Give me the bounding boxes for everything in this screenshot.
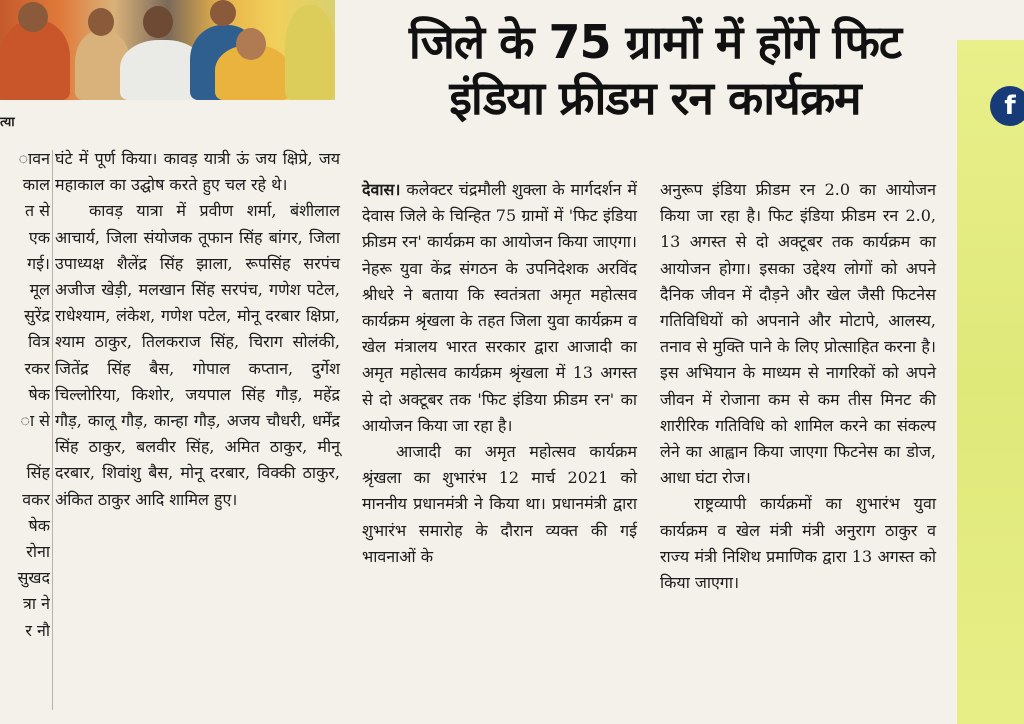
left-edge-fragment: त्रा ने [23, 594, 50, 614]
article-column-b [362, 177, 637, 570]
column-a-paragraph-2: कावड़ यात्रा में प्रवीण शर्मा, बंशीलाल आचार्य, जिला संयोजक तूफान सिंह बांगर, जिला उपाध्यक्ष शैलेंद्र सिंह झाला, रूपसिंह सरपंच अजीज खेड़ी, मलखान सिंह सरपंच, गणेश पटेल, राधेश्याम, लंकेश, गणेश पटेल, मोनू दरबार क्षिप्रा, श्याम ठाकुर, तिलकराज सिंह, चिराग सोलंकी, जितेंद्र सिंह बैस, गोपाल कप्तान, दुर्गेश चिल्लोरिया, किशोर, जयपाल सिंह गौड़, महेंद्र गौड़, कालू गौड़, कान्हा गौड़, अजय चौधरी, धर्मेंद्र सिंह ठाकुर, बलवीर सिंह, अमित ठाकुर, मीनू दरबार, शिवांशु बैस, मोनू दरबार, विक्की ठाकुर, अंकित ठाकुर आदि शामिल हुए। [55, 201, 340, 509]
left-edge-fragment: एक [28, 227, 50, 247]
headline-line-2: इंडिया फ्रीडम रन कार्यक्रम [449, 71, 861, 125]
left-edge-fragment: ा से [20, 411, 50, 431]
headline [355, 14, 955, 126]
left-edge-fragment: रोना [26, 542, 50, 562]
left-edge-column [0, 146, 50, 644]
left-edge-fragment [0, 434, 50, 460]
left-edge-fragment: सिंह [26, 463, 50, 483]
headline-line-1: जिले के 75 ग्रामों में होंगे फिट [408, 15, 902, 69]
article-column-c [660, 177, 936, 596]
left-edge-fragment: मूल [29, 280, 50, 300]
dateline: देवास। [362, 180, 401, 199]
left-edge-fragment: सुरेंद्र [24, 306, 50, 326]
left-edge-fragment: त से [24, 201, 50, 221]
left-edge-fragment: काल [22, 175, 50, 195]
facebook-icon: f [990, 86, 1024, 126]
left-edge-fragment: ावन [18, 149, 50, 168]
left-edge-fragment: षेक [28, 515, 50, 535]
left-edge-fragment: र नौ [25, 620, 50, 640]
photo-caption-fragment: त्या [0, 115, 15, 130]
column-b-paragraph-1: कलेक्टर चंद्रमौली शुक्ला के मार्गदर्शन में देवास जिले के चिन्हित 75 ग्रामों में 'फिट इंडिया फ्रीडम रन' कार्यक्रम का आयोजन किया जाएगा। नेहरू युवा केंद्र संगठन के उपनिदेशक अरविंद श्रीधरे ने बताया कि स्वतंत्रता अमृत महोत्सव कार्यक्रम श्रृंखला के तहत जिला युवा कार्यक्रम व खेल मंत्रालय भारत सरकार द्वारा आजादी का अमृत महोत्सव कार्यक्रम श्रृंखला में 13 अगस्त से दो अक्टूबर तक 'फिट इंडिया फ्रीडम रन' का आयोजन किया जा रहा है। [362, 180, 637, 435]
left-edge-fragment: वकर [22, 489, 50, 509]
news-photo [0, 0, 335, 100]
article-column-a [55, 146, 340, 513]
left-edge-fragment: वित्र [28, 332, 50, 352]
left-edge-fragment: रकर [24, 358, 50, 378]
column-b-paragraph-2: आजादी का अमृत महोत्सव कार्यक्रम श्रृंखला का शुभारंभ 12 मार्च 2021 को माननीय प्रधानमंत्री ने किया था। प्रधानमंत्री द्वारा शुभारंभ समारोह के दौरान व्यक्त की गई भावनाओं के [362, 442, 637, 566]
column-a-paragraph-1: घंटे में पूर्ण किया। कावड़ यात्री ऊं जय क्षिप्रे, जय महाकाल का उद्घोष करते हुए चल रहे थे। [55, 149, 340, 195]
side-advertisement [957, 40, 1024, 724]
left-edge-fragment: सुखद [17, 568, 50, 588]
column-c-paragraph-1: अनुरूप इंडिया फ्रीडम रन 2.0 का आयोजन किया जा रहा है। फिट इंडिया फ्रीडम रन 2.0, 13 अगस्त से दो अक्टूबर तक कार्यक्रम का आयोजन होगा। इसका उद्देश्य लोगों को अपने दैनिक जीवन में दौड़ने और खेल जैसी फिटनेस गतिविधियों को अपनाने और मोटापे, आलस्य, तनाव से मुक्ति पाने के लिए प्रोत्साहित करना है। इस अभियान के माध्यम से नागरिकों को अपने जीवन में रोजाना कम से कम तीस मिनट की शारीरिक गतिविधि को शामिल करने का संकल्प लेने का आह्वान किया जाएगा फिटनेस का डोज, आधा घंटा रोज। [660, 180, 936, 488]
column-c-paragraph-2: राष्ट्रव्यापी कार्यक्रमों का शुभारंभ युवा कार्यक्रम व खेल मंत्री मंत्री अनुराग ठाकुर व राज्य मंत्री निशिथ प्रमाणिक द्वारा 13 अगस्त को किया जाएगा। [660, 494, 936, 593]
left-edge-fragment: गई। [27, 253, 50, 273]
column-divider [52, 150, 53, 710]
left-edge-fragment: षेक [28, 384, 50, 404]
